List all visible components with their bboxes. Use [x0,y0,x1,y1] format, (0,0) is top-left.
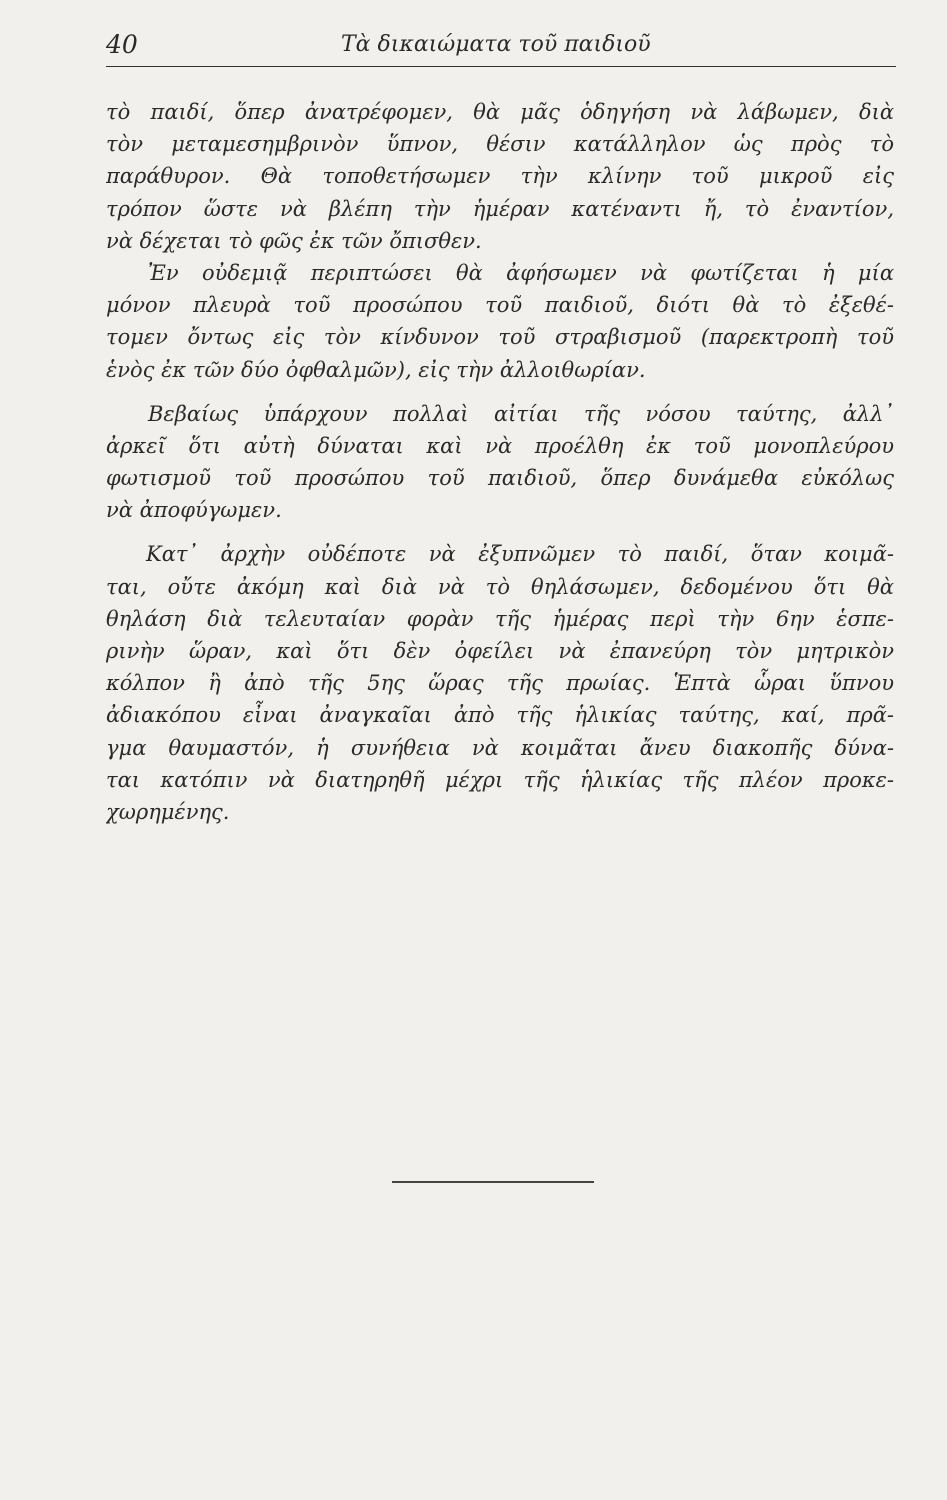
page-number: 40 [106,30,138,59]
text-line: ἀρκεῖ ὅτι αὐτὴ δύναται καὶ νὰ προέλθη ἐκ τοῦ μονοπλεύρου [106,433,894,458]
text-line: ἀδιακόπου εἶναι ἀναγκαῖαι ἀπὸ τῆς ἡλικίας ταύτης, καί, πρᾶ- [106,703,894,728]
text-line: μόνον πλευρὰ τοῦ προσώπου τοῦ παιδιοῦ, διότι θὰ τὸ ἐξεθέ- [106,293,894,318]
text-line: κόλπον ἢ ἀπὸ τῆς 5ης ὥρας τῆς πρωίας. Ἑπτὰ ὧραι ὕπνου [106,671,894,696]
text-line: τὸ παιδί, ὅπερ ἀνατρέφομεν, θὰ μᾶς ὁδηγήση νὰ λάβωμεν, διὰ [106,100,894,124]
text-line: ται κατόπιν νὰ διατηρηθῆ μέχρι τῆς ἡλικίας τῆς πλέον προκε- [106,767,894,792]
text-line: ται, οὔτε ἀκόμη καὶ διὰ νὰ τὸ θηλάσωμεν, δεδομένου ὅτι θὰ [106,574,894,599]
text-line: Ἐν οὐδεμιᾷ περιπτώσει θὰ ἀφήσωμεν νὰ φωτίζεται ἡ μία [148,260,894,285]
section-divider [392,1181,594,1183]
paragraph [106,257,894,386]
page-header [106,26,896,62]
text-line: παράθυρον. Θὰ τοποθετήσωμεν τὴν κλίνην τοῦ μικροῦ εἰς [106,164,894,189]
text-line: ἑνὸς ἐκ τῶν δύο ὀφθαλμῶν), εἰς τὴν ἀλλοιθωρίαν. [106,357,646,382]
text-line: νὰ ἀποφύγωμεν. [106,498,282,523]
paragraph-gap [106,526,894,538]
text-line: τρόπον ὥστε νὰ βλέπη τὴν ἡμέραν κατέναντι ἤ, τὸ ἐναντίον, [106,196,894,221]
paragraph-gap [106,386,894,398]
running-title: Τὰ δικαιώματα τοῦ παιδιοῦ [341,32,651,57]
text-line: Κατ᾽ ἀρχὴν οὐδέποτε νὰ ἐξυπνῶμεν τὸ παιδί, ὅταν κοιμᾶ- [146,542,894,567]
text-line: τομεν ὄντως εἰς τὸν κίνδυνον τοῦ στραβισμοῦ (παρεκτροπὴ τοῦ [106,325,894,350]
text-line: γμα θαυμαστόν, ἡ συνήθεια νὰ κοιμᾶται ἄνευ διακοπῆς δύνα- [106,735,894,760]
text-line: φωτισμοῦ τοῦ προσώπου τοῦ παιδιοῦ, ὅπερ δυνάμεθα εὐκόλως [106,466,894,491]
text-line: τὸν μεταμεσημβρινὸν ὕπνον, θέσιν κατάλληλον ὡς πρὸς τὸ [106,132,894,157]
header-rule [106,66,896,67]
text-line: θηλάση διὰ τελευταίαν φορὰν τῆς ἡμέρας περὶ τὴν 6ην ἑσπε- [106,606,894,631]
paragraph [106,96,894,257]
text-line: ρινὴν ὥραν, καὶ ὅτι δὲν ὀφείλει νὰ ἐπανεύρη τὸν μητρικὸν [106,639,894,663]
text-line: χωρημένης. [106,799,230,824]
body-text [106,96,894,828]
text-line: νὰ δέχεται τὸ φῶς ἐκ τῶν ὄπισθεν. [106,228,482,253]
paragraph [106,538,894,828]
paragraph [106,398,894,527]
text-line: Βεβαίως ὑπάρχουν πολλαὶ αἰτίαι τῆς νόσου ταύτης, ἀλλ᾽ [148,401,894,426]
